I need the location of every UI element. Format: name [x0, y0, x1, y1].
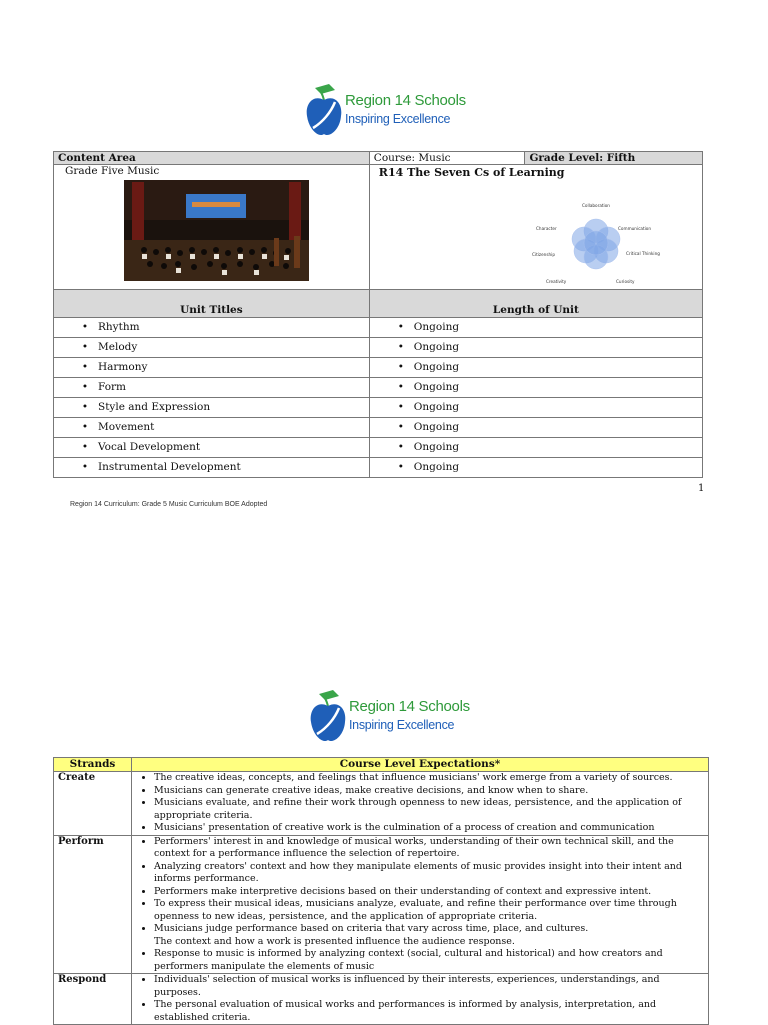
list-item: • The personal evaluation of musical works and performances is informed by analysis, interpretation, and established criteria. [154, 999, 704, 1024]
cs-label-character: Character [535, 226, 557, 231]
table-row [54, 398, 703, 418]
cs-label-communication: Communication [617, 226, 651, 231]
unit-length: Ongoing [413, 381, 460, 393]
table-row [54, 438, 703, 458]
bullet-icon: • [397, 321, 404, 333]
bullet-icon: • [397, 401, 404, 413]
content-label: Grade Five Music [65, 165, 160, 177]
length-of-unit-header: Length of Unit [369, 290, 702, 318]
unit-title: Melody [98, 341, 138, 353]
bullet-icon: • [81, 341, 89, 353]
unit-title: Harmony [98, 361, 148, 373]
unit-titles-header: Unit Titles [54, 290, 370, 318]
list-item-continuation: The context and how a work is presented influence the audience response. [154, 935, 515, 947]
strand-name: Respond [54, 974, 132, 1025]
unit-title: Style and Expression [98, 401, 211, 413]
region14-logo-top [305, 82, 466, 138]
list-item: • Musicians can generate creative ideas, make creative decisions, and know when to share. [154, 785, 704, 798]
list-item: • Musicians' presentation of creative work is the culmination of a process of creation and communication [154, 822, 704, 835]
cs-label-collaboration: Collaboration [581, 203, 610, 208]
logo-tagline: Inspiring Excellence [345, 112, 451, 126]
strands-header: Strands [54, 758, 132, 772]
strand-expectations [132, 772, 709, 836]
unit-header-row [54, 290, 703, 318]
cs-label-critical-thinking: Critical Thinking [625, 251, 660, 256]
unit-length: Ongoing [413, 421, 460, 433]
course-expectations-table [53, 757, 709, 1025]
list-item: • Analyzing creators' context and how they manipulate elements of music provides insight into their intent and informs performance. [154, 861, 704, 886]
curriculum-overview-table [53, 151, 703, 478]
content-cell [54, 165, 370, 290]
cs-label-creativity: Creativity [545, 279, 567, 284]
list-item: • Musicians evaluate, and refine their work through openness to new ideas, persistence, and the application of appropriate criteria. [154, 797, 704, 822]
strand-name: Create [54, 772, 132, 836]
header-row [54, 152, 703, 165]
list-item: • To express their musical ideas, musicians analyze, evaluate, and refine their performance over time through openness to new ideas, persistence, and the application of appropriate criteria. [154, 898, 704, 923]
bullet-icon: • [81, 381, 89, 393]
strand-name: Perform [54, 835, 132, 974]
expectations-header: Course Level Expectations* [132, 758, 709, 772]
seven-cs-title: R14 The Seven Cs of Learning [378, 166, 565, 179]
bullet-icon: • [81, 441, 89, 453]
unit-length: Ongoing [413, 461, 460, 473]
bullet-icon: • [397, 341, 404, 353]
bullet-icon: • [397, 361, 404, 373]
apple-logo-icon [309, 688, 347, 744]
content-area-label: Content Area [54, 152, 370, 165]
seven-cs-cell [369, 165, 702, 290]
unit-length: Ongoing [413, 441, 460, 453]
bullet-icon: • [397, 461, 404, 473]
list-item: • The creative ideas, concepts, and feelings that influence musicians' work emerge from a variety of sources. [154, 772, 704, 785]
course-label: Course: Music [369, 152, 525, 165]
strand-row-perform [54, 835, 709, 974]
bullet-icon: • [81, 421, 89, 433]
apple-logo-icon [305, 82, 343, 138]
list-item [154, 923, 704, 948]
bullet-icon: • [81, 401, 89, 413]
logo-tagline: Inspiring Excellence [349, 718, 455, 732]
bullet-icon: • [81, 321, 89, 333]
strand-row-respond [54, 974, 709, 1025]
table-row [54, 418, 703, 438]
unit-title: Movement [98, 421, 155, 433]
list-item: • Response to music is informed by analyzing context (social, cultural and historical) and how creators and performers manipulate the elements of music [154, 948, 704, 973]
page-number: 1 [698, 483, 705, 494]
seven-cs-diagram [530, 195, 700, 285]
region14-logo-bottom [309, 688, 470, 744]
list-item: • Performers make interpretive decisions based on their understanding of context and expressive intent. [154, 886, 704, 899]
logo-name: Region 14 Schools [349, 698, 470, 715]
table-row [54, 378, 703, 398]
concert-photo [124, 180, 309, 281]
unit-length: Ongoing [413, 341, 460, 353]
list-item-text: Musicians judge performance based on criteria that vary across time, place, and cultures. [154, 923, 589, 934]
grade-level-label: Grade Level: Fifth [525, 152, 703, 165]
cs-label-curiosity: Curiosity [615, 279, 635, 284]
unit-title: Instrumental Development [98, 461, 241, 473]
bullet-icon: • [397, 441, 404, 453]
bullet-icon: • [397, 421, 404, 433]
concert-photo-image [124, 180, 309, 281]
strand-expectations [132, 974, 709, 1025]
unit-title: Vocal Development [98, 441, 201, 453]
unit-length: Ongoing [413, 401, 460, 413]
table-row [54, 458, 703, 478]
unit-title: Form [98, 381, 127, 393]
bullet-icon: • [81, 461, 89, 473]
unit-length: Ongoing [413, 361, 460, 373]
bullet-icon: • [397, 381, 404, 393]
strand-expectations [132, 835, 709, 974]
cs-label-citizenship: Citizenship [531, 252, 555, 257]
page-footer: Region 14 Curriculum: Grade 5 Music Curriculum BOE Adopted [70, 501, 268, 508]
strand-row-create [54, 772, 709, 836]
table-row [54, 358, 703, 378]
logo-name: Region 14 Schools [345, 92, 466, 109]
table-row [54, 338, 703, 358]
list-item: • Individuals' selection of musical works is influenced by their interests, experiences, understandings, and purposes. [154, 974, 704, 999]
table-row [54, 318, 703, 338]
expectations-header-row [54, 758, 709, 772]
bullet-icon: • [81, 361, 89, 373]
list-item: • Performers' interest in and knowledge of musical works, understanding of their own technical skill, and the context for a performance influence the selection of repertoire. [154, 836, 704, 861]
unit-title: Rhythm [98, 321, 140, 333]
content-row [54, 165, 703, 290]
unit-length: Ongoing [413, 321, 460, 333]
